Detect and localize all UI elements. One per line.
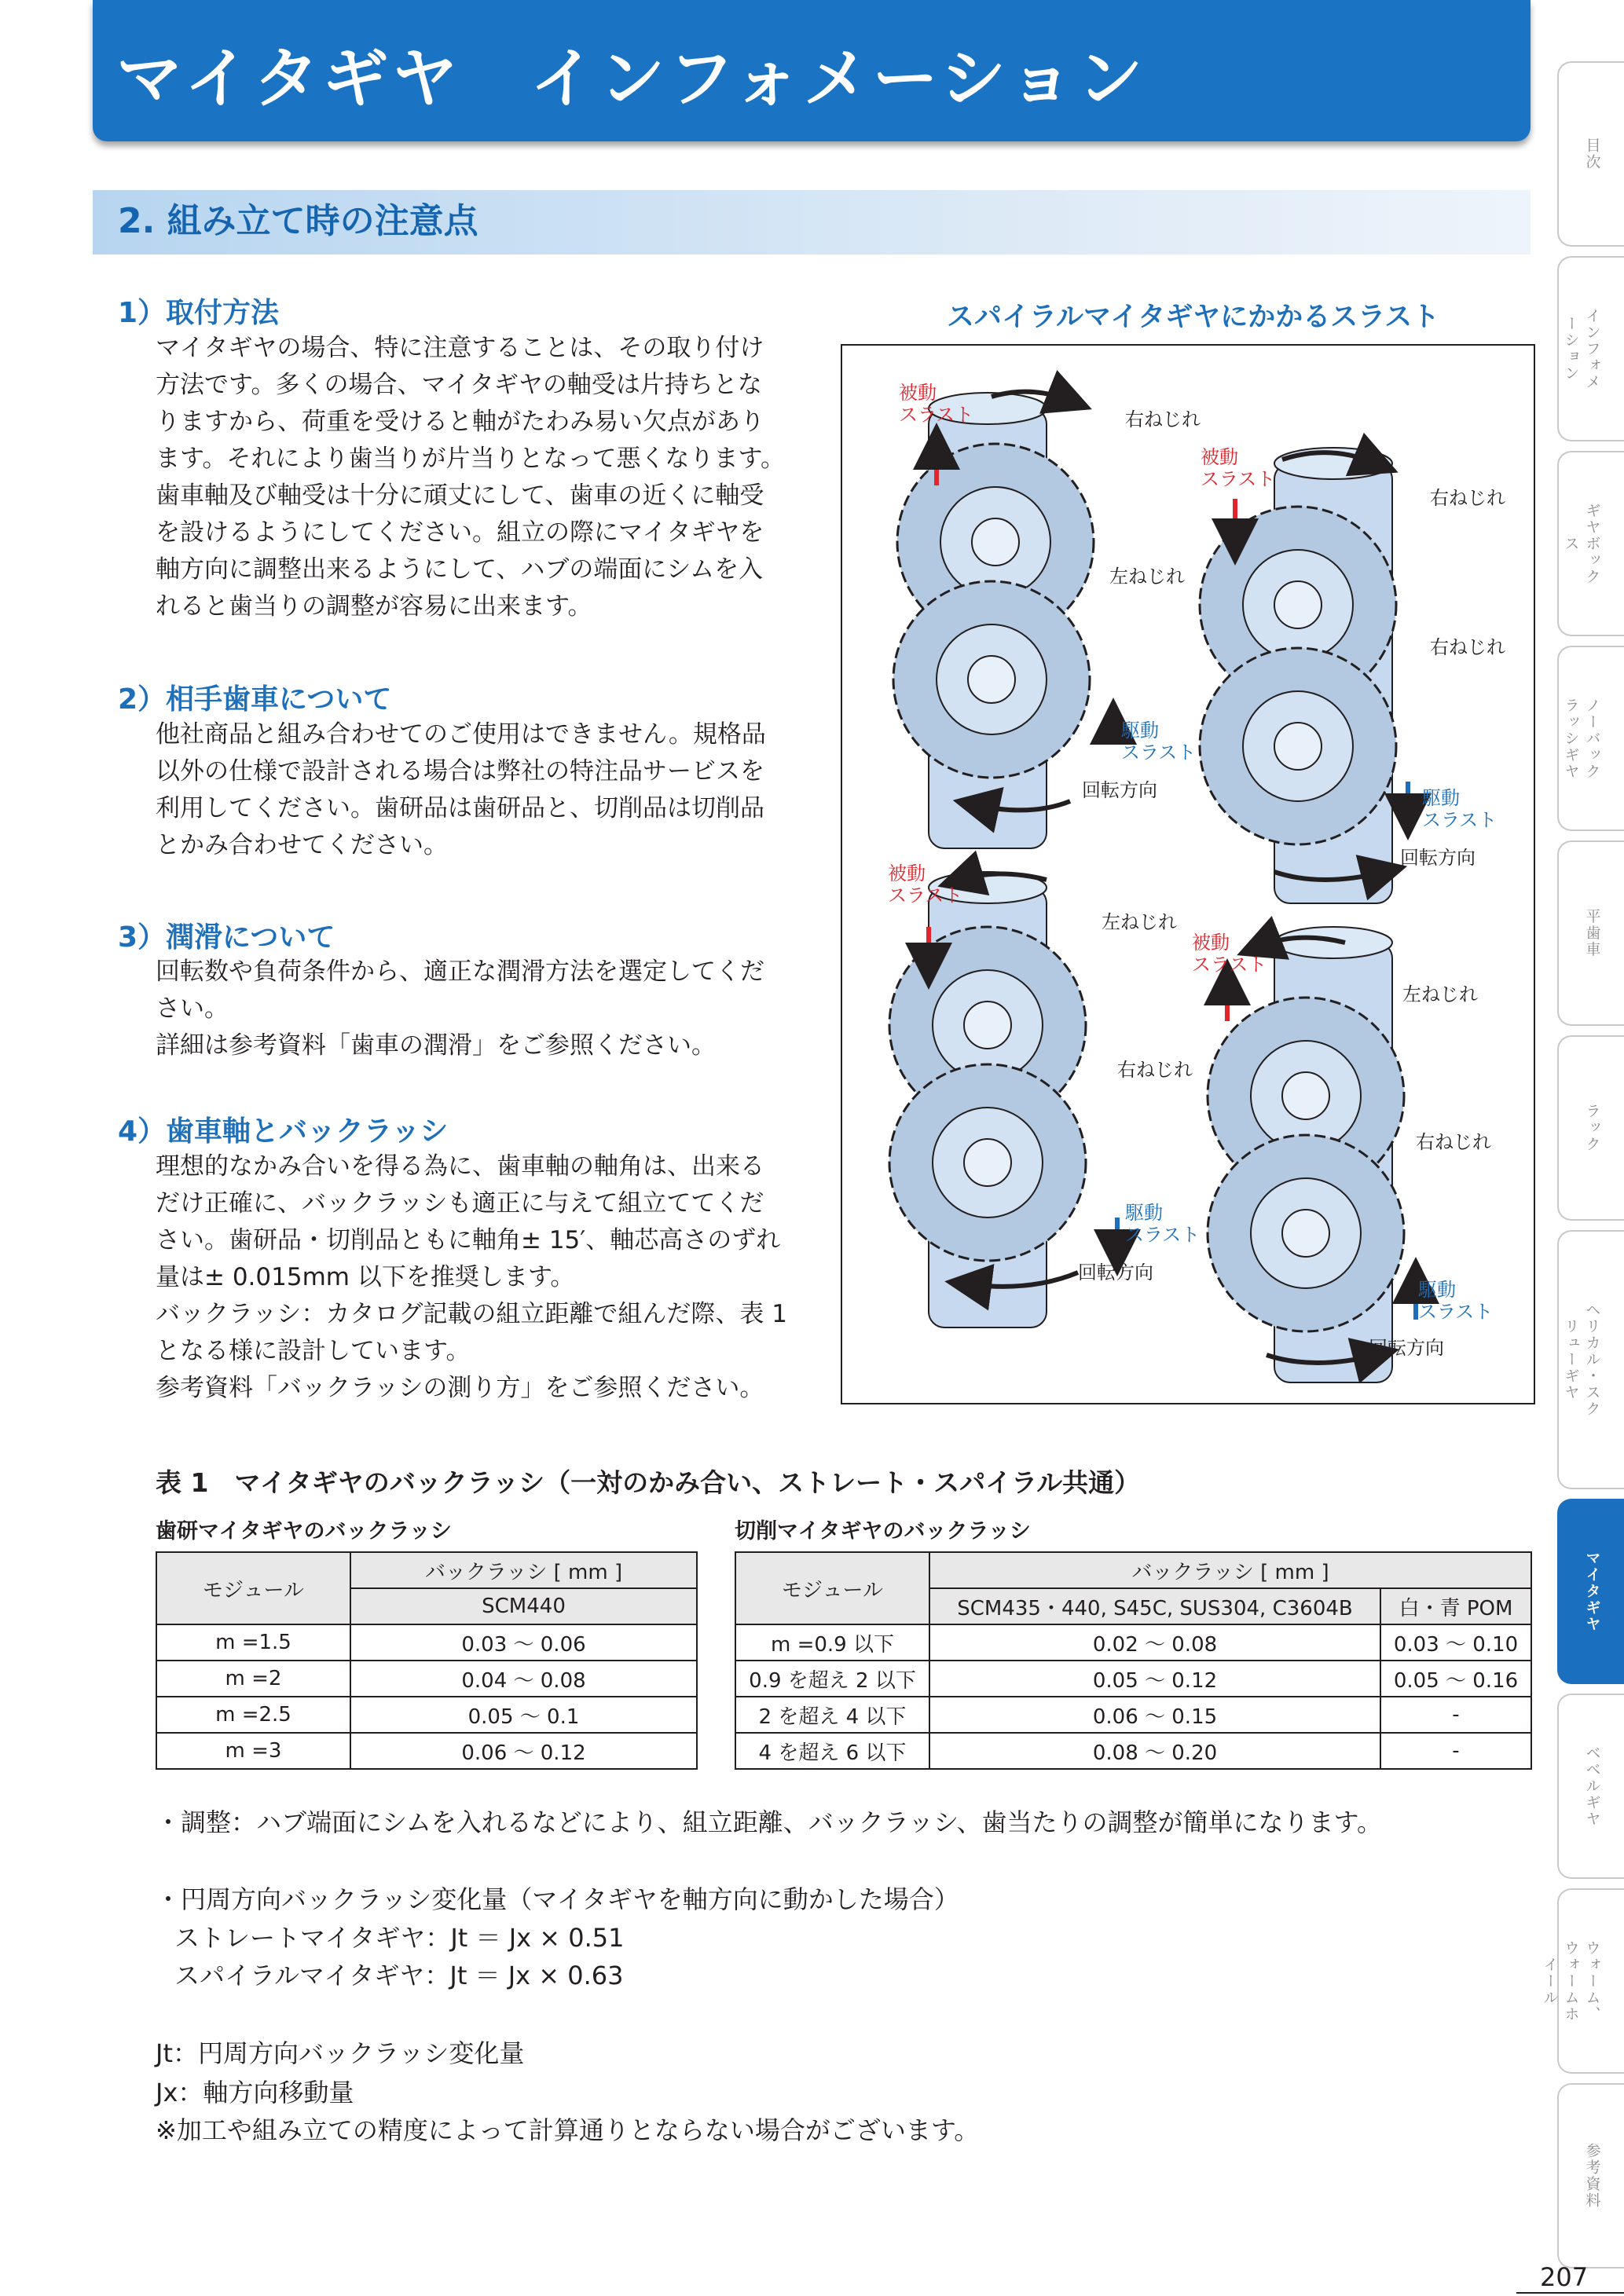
table-cell: m =2.5 (156, 1697, 350, 1733)
table-row (156, 1733, 697, 1769)
text-line: れると歯当りの調整が容易に出来ます。 (156, 592, 592, 621)
table-cell: - (1380, 1733, 1531, 1769)
label-text: 駆動 (1418, 1279, 1456, 1301)
label-driven-thrust (1192, 932, 1267, 976)
text-line: 量は± 0.015mm 以下を推奨します。 (156, 1263, 575, 1291)
tab-label: ベベルギヤ (1583, 1745, 1601, 1828)
section-header (93, 190, 1531, 255)
tab-label: 目次 (1583, 137, 1601, 170)
table-cell: m =0.9 以下 (735, 1624, 929, 1661)
label-driving-thrust (1125, 1202, 1200, 1246)
label-driven-thrust (1201, 446, 1275, 490)
label-driving-thrust (1418, 1279, 1493, 1323)
note-change-title: ・円周方向バックラッシ変化量（マイタギヤを軸方向に動かした場合） (156, 1884, 959, 1914)
label-left-hand: 左ねじれ (1109, 566, 1185, 588)
tab-label: ヘリカル・スクリューギヤ (1562, 1302, 1601, 1418)
label-text: 被動 (888, 862, 926, 884)
label-text: スラスト (888, 884, 963, 906)
table-caption-cut: 切削マイタギヤのバックラッシ (735, 1519, 1031, 1543)
heading-shaft-backlash: 4）歯車軸とバックラッシ (118, 1115, 449, 1148)
paragraph-mounting (156, 330, 808, 625)
table-cell: 4 を超え 6 以下 (735, 1733, 929, 1769)
column-header: SCM440 (350, 1588, 697, 1624)
label-driven-thrust (899, 382, 973, 426)
text-line: りますから、荷重を受けると軸がたわみ易い欠点があり (156, 408, 764, 436)
table-cell: 2 を超え 4 以下 (735, 1697, 929, 1733)
label-text: スラスト (1125, 1224, 1201, 1246)
label-left-hand: 左ねじれ (1102, 911, 1177, 933)
section-title: 2. 組み立て時の注意点 (118, 201, 478, 241)
table-cell: 0.03 〜 0.10 (1380, 1624, 1531, 1661)
label-right-hand: 右ねじれ (1430, 636, 1505, 658)
text-line: 参考資料「バックラッシの測り方」をご参照ください。 (156, 1374, 764, 1402)
tab-label: ノーバックラッシギヤ (1562, 697, 1601, 780)
table-cell: 0.06 〜 0.12 (350, 1733, 697, 1769)
table-cell: 0.02 〜 0.08 (929, 1624, 1380, 1661)
label-text: 被動 (899, 382, 937, 404)
text-line: さい。 (156, 994, 229, 1023)
label-text: スラスト (899, 404, 974, 426)
note-jt-definition: Jt：円周方向バックラッシ変化量 (156, 2038, 525, 2068)
text-line: バックラッシ：カタログ記載の組立距離で組んだ際、表 1 (156, 1300, 787, 1328)
tab-worm-wheel[interactable] (1541, 1888, 1624, 2074)
tab-label: ギヤボックス (1562, 502, 1601, 585)
text-line: 軸方向に調整出来るようにして、ハブの端面にシムを入 (156, 555, 764, 584)
label-text: スラスト (1422, 809, 1498, 831)
table-cell: 0.08 〜 0.20 (929, 1733, 1380, 1769)
label-text: 駆動 (1422, 787, 1460, 809)
heading-lubrication: 3）潤滑について (118, 921, 335, 954)
column-header: モジュール (156, 1552, 350, 1624)
label-driven-thrust (888, 862, 962, 906)
tab-reference[interactable] (1557, 2083, 1624, 2269)
label-text: スラスト (1418, 1301, 1494, 1323)
table-row (156, 1624, 697, 1661)
label-rotation: 回転方向 (1082, 779, 1157, 801)
text-line: マイタギヤの場合、特に注意することは、その取り付け (156, 334, 764, 362)
tab-label: インフォメーション (1562, 307, 1601, 390)
thrust-figure (841, 344, 1535, 1404)
column-header: バックラッシ [ mm ] (929, 1552, 1531, 1588)
label-driving-thrust (1121, 720, 1196, 764)
note-straight-formula: ストレートマイタギヤ：Jt ＝ Jx × 0.51 (174, 1923, 625, 1953)
tab-label: マイタギヤ (1583, 1550, 1601, 1633)
label-text: 駆動 (1125, 1202, 1163, 1224)
text-line: 歯車軸及び軸受は十分に頑丈にして、歯車の近くに軸受 (156, 482, 764, 510)
table-cell: m =3 (156, 1733, 350, 1769)
table-cell: 0.05 〜 0.12 (929, 1661, 1380, 1697)
note-jx-definition: Jx：軸方向移動量 (156, 2078, 354, 2107)
table-row (735, 1697, 1531, 1733)
note-caution: ※加工や組み立ての精度によって計算通りとならない場合がございます。 (156, 2115, 980, 2145)
tab-contents[interactable] (1557, 61, 1624, 247)
text-line: ます。それにより歯当りが片当りとなって悪くなります。 (156, 445, 786, 473)
tab-no-backlash-gear[interactable] (1557, 646, 1624, 831)
label-rotation: 回転方向 (1078, 1262, 1153, 1283)
label-right-hand: 右ねじれ (1117, 1059, 1193, 1081)
gear-pair-bottom-right (1208, 927, 1416, 1382)
tab-rack[interactable] (1557, 1035, 1624, 1221)
table-row (735, 1661, 1531, 1697)
heading-mounting: 1）取付方法 (118, 297, 280, 329)
column-header: モジュール (735, 1552, 929, 1624)
table-row (156, 1661, 697, 1697)
text-line: 回転数や負荷条件から、適正な潤滑方法を選定してくだ (156, 958, 764, 986)
table-cell: 0.06 〜 0.15 (929, 1697, 1380, 1733)
ground-backlash-table (156, 1551, 698, 1770)
tab-information[interactable] (1557, 256, 1624, 441)
table-cell: 0.05 〜 0.1 (350, 1697, 697, 1733)
text-line: 方法です。多くの場合、マイタギヤの軸受は片持ちとな (156, 371, 762, 399)
label-text: スラスト (1192, 954, 1267, 976)
tab-label: 平歯車 (1583, 908, 1601, 958)
label-rotation: 回転方向 (1400, 847, 1476, 869)
heading-mating-gear: 2）相手歯車について (118, 683, 392, 716)
label-text: スラスト (1201, 468, 1276, 490)
tab-label: ラック (1583, 1103, 1601, 1153)
paragraph-lubrication (156, 954, 808, 1064)
table-cell: 0.04 〜 0.08 (350, 1661, 697, 1697)
text-line: となる様に設計しています。 (156, 1337, 471, 1365)
table-row (735, 1733, 1531, 1769)
label-text: スラスト (1121, 742, 1197, 764)
label-driving-thrust (1422, 787, 1497, 831)
page-title: マイタギヤ インフォメーション (116, 40, 1146, 117)
tab-spur-gear[interactable] (1557, 840, 1624, 1026)
text-line: さい。歯研品・切削品ともに軸角± 15′、軸芯高さのずれ (156, 1226, 781, 1254)
table-cell: m =1.5 (156, 1624, 350, 1661)
cut-backlash-table (735, 1551, 1532, 1770)
table-caption-ground: 歯研マイタギヤのバックラッシ (156, 1519, 452, 1543)
figure-title: スパイラルマイタギヤにかかるスラスト (947, 302, 1440, 333)
gear-pair-bottom-left (889, 872, 1117, 1327)
paragraph-mating-gear (156, 716, 808, 864)
gear-pair-top-left (893, 392, 1113, 848)
title-banner (93, 0, 1531, 141)
label-right-hand: 右ねじれ (1125, 408, 1201, 430)
page-number-rule (1516, 2292, 1624, 2294)
tab-gearbox[interactable] (1557, 451, 1624, 636)
label-right-hand: 右ねじれ (1430, 487, 1505, 509)
tab-miter-gear[interactable] (1557, 1499, 1624, 1684)
text-line: 他社商品と組み合わせてのご使用はできません。規格品 (156, 720, 766, 749)
tab-helical-screw-gear[interactable] (1557, 1230, 1624, 1489)
tab-bevel-gear[interactable] (1557, 1694, 1624, 1879)
note-spiral-formula: スパイラルマイタギヤ：Jt ＝ Jx × 0.63 (174, 1961, 624, 1990)
note-adjustment: ・調整：ハブ端面にシムを入れるなどにより、組立距離、バックラッシ、歯当たりの調整が簡単になります。 (156, 1807, 1382, 1837)
text-line: を設けるようにしてください。組立の際にマイタギヤを (156, 518, 764, 547)
table-cell: 0.9 を超え 2 以下 (735, 1661, 929, 1697)
column-header: SCM435・440, S45C, SUS304, C3604B (929, 1588, 1380, 1624)
column-header: バックラッシ [ mm ] (350, 1552, 697, 1588)
label-text: 被動 (1192, 932, 1230, 954)
text-line: だけ正確に、バックラッシも適正に与えて組立ててくだ (156, 1189, 764, 1218)
label-rotation: 回転方向 (1369, 1337, 1444, 1359)
table-row (156, 1697, 697, 1733)
tab-label: 参考資料 (1583, 2143, 1601, 2209)
column-header: 白・青 POM (1380, 1588, 1531, 1624)
page-number: 207 (1540, 2262, 1589, 2292)
text-line: 詳細は参考資料「歯車の潤滑」をご参照ください。 (156, 1031, 716, 1060)
table-cell: 0.03 〜 0.06 (350, 1624, 697, 1661)
gear-pair-top-right (1200, 448, 1408, 903)
text-line: 理想的なかみ合いを得る為に、歯車軸の軸角は、出来る (156, 1152, 764, 1181)
table-row (735, 1624, 1531, 1661)
text-line: 利用してください。歯研品は歯研品と、切削品は切削品 (156, 794, 764, 822)
paragraph-shaft-backlash (156, 1148, 808, 1407)
tab-label: ウォーム、ウォームホイール (1541, 1939, 1601, 2023)
label-text: 被動 (1201, 446, 1238, 468)
label-right-hand: 右ねじれ (1416, 1131, 1491, 1153)
text-line: とかみ合わせてください。 (156, 831, 448, 859)
label-left-hand: 左ねじれ (1402, 983, 1478, 1005)
text-line: 以外の仕様で設計される場合は弊社の特注品サービスを (156, 757, 764, 785)
label-text: 駆動 (1121, 720, 1159, 742)
table-cell: m =2 (156, 1661, 350, 1697)
table-cell: - (1380, 1697, 1531, 1733)
table-title: 表 1 マイタギヤのバックラッシ（一対のかみ合い、ストレート・スパイラル共通） (156, 1467, 1141, 1498)
table-cell: 0.05 〜 0.16 (1380, 1661, 1531, 1697)
